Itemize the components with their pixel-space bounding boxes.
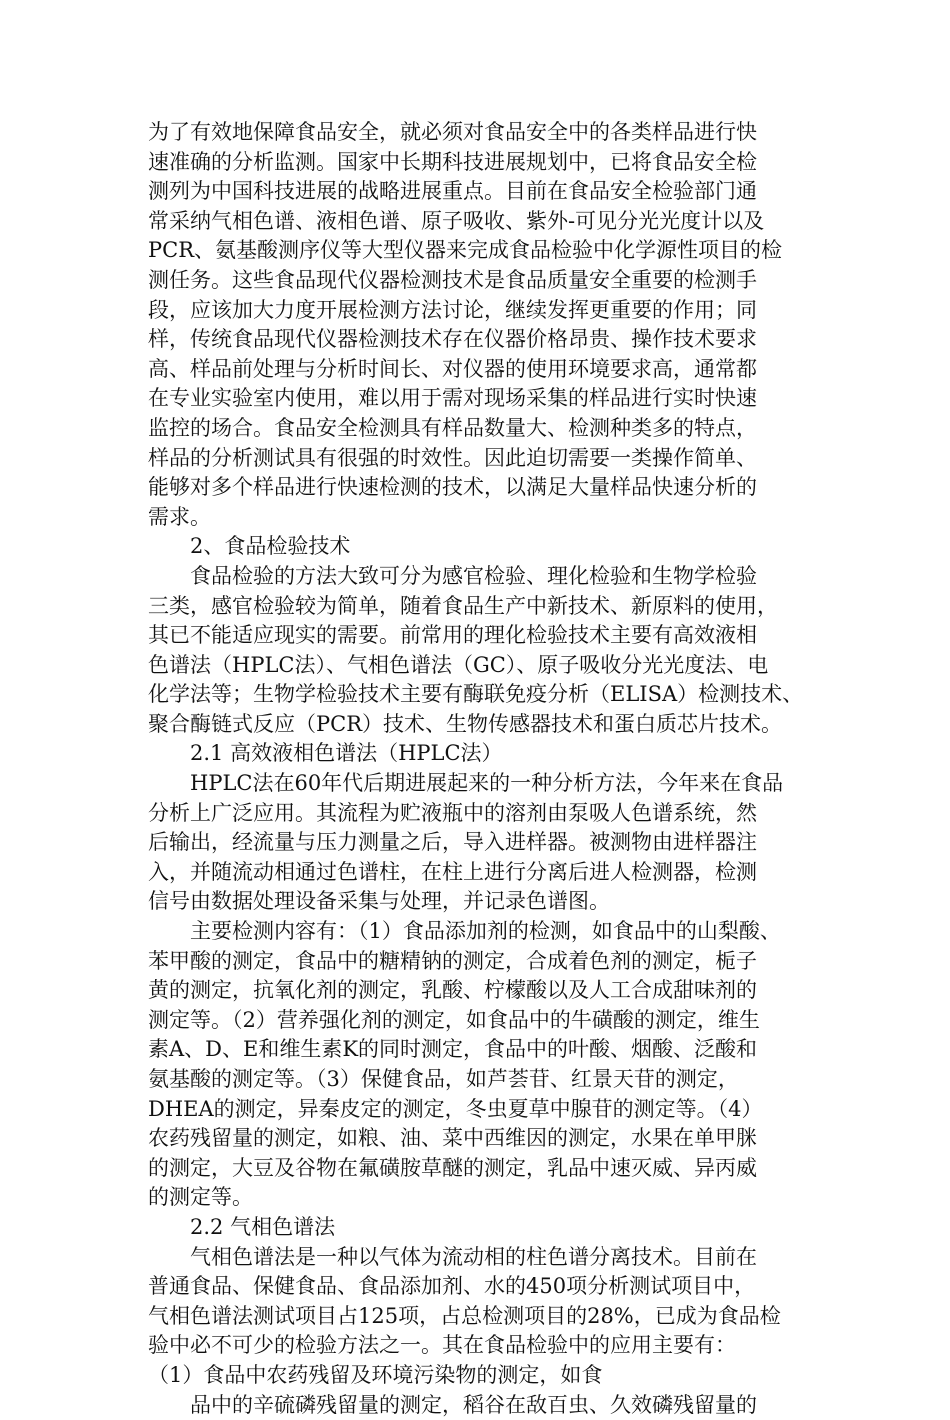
text-line: 农药残留量的测定，如粮、油、菜中西维因的测定，水果在单甲脒 (148, 1126, 757, 1151)
text-line: 气相色谱法测试项目占125项，占总检测项目的28%，已成为食品检 (148, 1303, 781, 1328)
text-line: 的测定等。 (148, 1185, 253, 1210)
text-line: 测任务。这些食品现代仪器检测技术是食品质量安全重要的检测手 (148, 267, 757, 292)
text-line: 分析上广泛应用。其流程为贮液瓶中的溶剂由泵吸人色谱系统，然 (148, 800, 757, 825)
text-line: 常采纳气相色谱、液相色谱、原子吸收、紫外-可见分光光度计以及 (148, 208, 765, 233)
text-line: 2.1 高效液相色谱法（HPLC法） (190, 741, 503, 766)
text-line: 能够对多个样品进行快速检测的技术，以满足大量样品快速分析的 (148, 475, 757, 500)
text-line: （1）食品中农药残留及环境污染物的测定，如食 (148, 1362, 603, 1387)
text-line: 样，传统食品现代仪器检测技术存在仪器价格昂贵、操作技术要求 (148, 327, 757, 352)
text-line: 2.2 气相色谱法 (190, 1214, 336, 1239)
text-line: 速准确的分析监测。国家中长期科技进展规划中，已将食品安全检 (148, 149, 757, 174)
text-line: 验中必不可少的检验方法之一。其在食品检验中的应用主要有： (148, 1333, 736, 1358)
text-line: DHEA的测定，异秦皮定的测定，冬虫夏草中腺苷的测定等。（4） (148, 1096, 763, 1121)
text-line: 聚合酶链式反应（PCR）技术、生物传感器技术和蛋白质芯片技术。 (148, 711, 783, 736)
text-line: 的测定，大豆及谷物在氟磺胺草醚的测定，乳品中速灭威、异丙威 (148, 1155, 757, 1180)
text-line: 食品检验的方法大致可分为感官检验、理化检验和生物学检验 (190, 563, 757, 588)
text-line: 测定等。（2）营养强化剂的测定，如食品中的牛磺酸的测定，维生 (148, 1007, 760, 1032)
text-line: 化学法等；生物学检验技术主要有酶联免疫分析（ELISA）检测技术、 (148, 682, 804, 707)
text-line: 其已不能适应现实的需要。前常用的理化检验技术主要有高效液相 (148, 623, 757, 648)
text-line: 为了有效地保障食品安全，就必须对食品安全中的各类样品进行快 (148, 120, 757, 144)
text-line: 信号由数据处理设备采集与处理，并记录色谱图。 (148, 889, 610, 914)
text-line: 高、样品前处理与分析时间长、对仪器的使用环境要求高，通常都 (148, 356, 757, 381)
text-line: 样品的分析测试具有很强的时效性。因此迫切需要一类操作简单、 (148, 445, 757, 470)
document-body (148, 118, 818, 1420)
text-line: 素A、D、E和维生素K的同时测定，食品中的叶酸、烟酸、泛酸和 (148, 1037, 758, 1062)
text-line: 黄的测定，抗氧化剂的测定，乳酸、柠檬酸以及人工合成甜味剂的 (148, 978, 757, 1003)
text-line: 氨基酸的测定等。（3）保健食品，如芦荟苷、红景天苷的测定， (148, 1067, 739, 1091)
text-line: HPLC法在60年代后期进展起来的一种分析方法，今年来在食品 (190, 771, 784, 796)
text-line: 后输出，经流量与压力测量之后，导入进样器。被测物由进样器注 (148, 830, 757, 855)
text-line: 入，并随流动相通过色谱柱，在柱上进行分离后进人检测器，检测 (148, 859, 757, 884)
text-line: 苯甲酸的测定，食品中的糖精钠的测定，合成着色剂的测定，栀子 (148, 948, 757, 973)
text-line: 普通食品、保健食品、食品添加剂、水的450项分析测试项目中， (148, 1274, 756, 1299)
text-line: 色谱法（HPLC法）、气相色谱法（GC）、原子吸收分光光度法、电 (148, 652, 769, 677)
text-line: 在专业实验室内使用，难以用于需对现场采集的样品进行实时快速 (148, 386, 757, 411)
text-line: 品中的辛硫磷残留量的测定，稻谷在敌百虫、久效磷残留量的 (190, 1392, 757, 1417)
text-line: 监控的场合。食品安全检测具有样品数量大、检测种类多的特点， (148, 415, 757, 440)
text-line: 气相色谱法是一种以气体为流动相的柱色谱分离技术。目前在 (190, 1244, 757, 1269)
text-line: PCR、氨基酸测序仪等大型仪器来完成食品检验中化学源性项目的检 (148, 238, 783, 263)
text-line: 段，应该加大力度开展检测方法讨论，继续发挥更重要的作用；同 (148, 297, 757, 322)
text-line: 需求。 (148, 504, 211, 529)
text-line: 主要检测内容有：（1）食品添加剂的检测，如食品中的山梨酸、 (190, 919, 781, 944)
text-line: 三类，感官检验较为简单，随着食品生产中新技术、新原料的使用， (148, 593, 778, 618)
text-line: 测列为中国科技进展的战略进展重点。目前在食品安全检验部门通 (148, 179, 757, 204)
text-line: 2、食品检验技术 (190, 534, 351, 559)
